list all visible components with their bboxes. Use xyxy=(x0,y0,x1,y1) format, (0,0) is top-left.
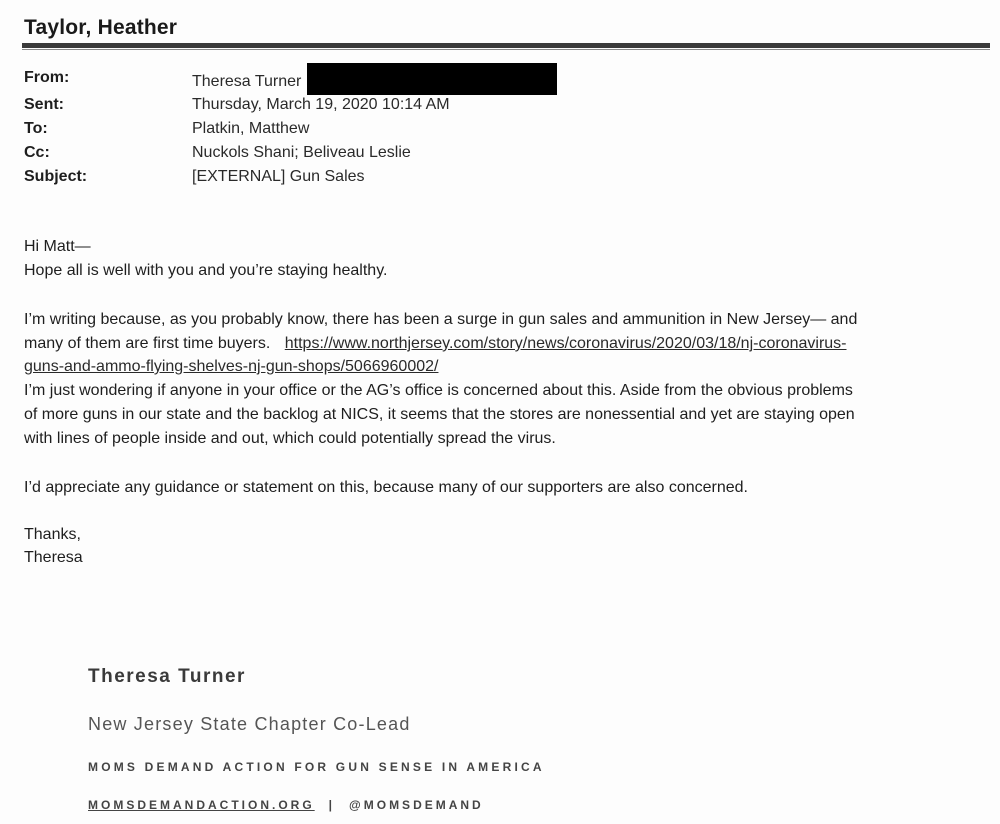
body-line: I’m just wondering if anyone in your office or the AG’s office is concerned about this. Aside from the obvious problems xyxy=(24,382,853,399)
article-link[interactable]: https://www.northjersey.com/story/news/coronavirus/2020/03/18/nj-coronavirus- xyxy=(284,335,847,352)
cc-value: Nuckols Shani; Beliveau Leslie xyxy=(192,144,411,161)
article-link-continued[interactable]: guns-and-ammo-flying-shelves-nj-gun-shops/5066960002/ xyxy=(24,358,439,375)
website-link[interactable]: MOMSDEMANDACTION.ORG xyxy=(88,798,315,812)
signature-role: New Jersey State Chapter Co-Lead xyxy=(88,714,411,734)
signature-organization: MOMS DEMAND ACTION FOR GUN SENSE IN AMERICA xyxy=(88,760,545,774)
body-line: I’m writing because, as you probably know, there has been a surge in gun sales and ammunition in New Jersey— and xyxy=(24,311,858,328)
body-line: I’d appreciate any guidance or statement on this, because many of our supporters are also concerned. xyxy=(24,479,748,496)
signature-links xyxy=(88,798,484,812)
title-divider-thin xyxy=(22,49,990,50)
sender-signoff: Theresa xyxy=(24,549,83,566)
from-label: From: xyxy=(24,69,70,86)
body-line: with lines of people inside and out, which could potentially spread the virus. xyxy=(24,430,556,447)
body-text: many of them are first time buyers. xyxy=(24,335,271,352)
subject-label: Subject: xyxy=(24,168,88,185)
redaction-box xyxy=(307,63,557,95)
document-owner-title: Taylor, Heather xyxy=(24,16,178,39)
subject-value: [EXTERNAL] Gun Sales xyxy=(192,168,365,185)
title-divider xyxy=(22,43,990,48)
sent-label: Sent: xyxy=(24,96,64,113)
greeting: Hi Matt— xyxy=(24,238,91,255)
cc-label: Cc: xyxy=(24,144,50,161)
body-line: Hope all is well with you and you’re staying healthy. xyxy=(24,262,388,279)
body-line xyxy=(24,333,847,355)
body-line: of more guns in our state and the backlog at NICS, it seems that the stores are nonessential and yet are staying open xyxy=(24,406,855,423)
to-value: Platkin, Matthew xyxy=(192,120,310,137)
to-label: To: xyxy=(24,120,48,137)
body-line xyxy=(24,356,438,378)
sender-name: Theresa Turner xyxy=(192,73,302,91)
signature-name: Theresa Turner xyxy=(88,666,246,687)
social-handle[interactable]: @MOMSDEMAND xyxy=(349,798,484,812)
separator: | xyxy=(328,798,336,812)
closing: Thanks, xyxy=(24,526,81,543)
sent-value: Thursday, March 19, 2020 10:14 AM xyxy=(192,96,450,113)
